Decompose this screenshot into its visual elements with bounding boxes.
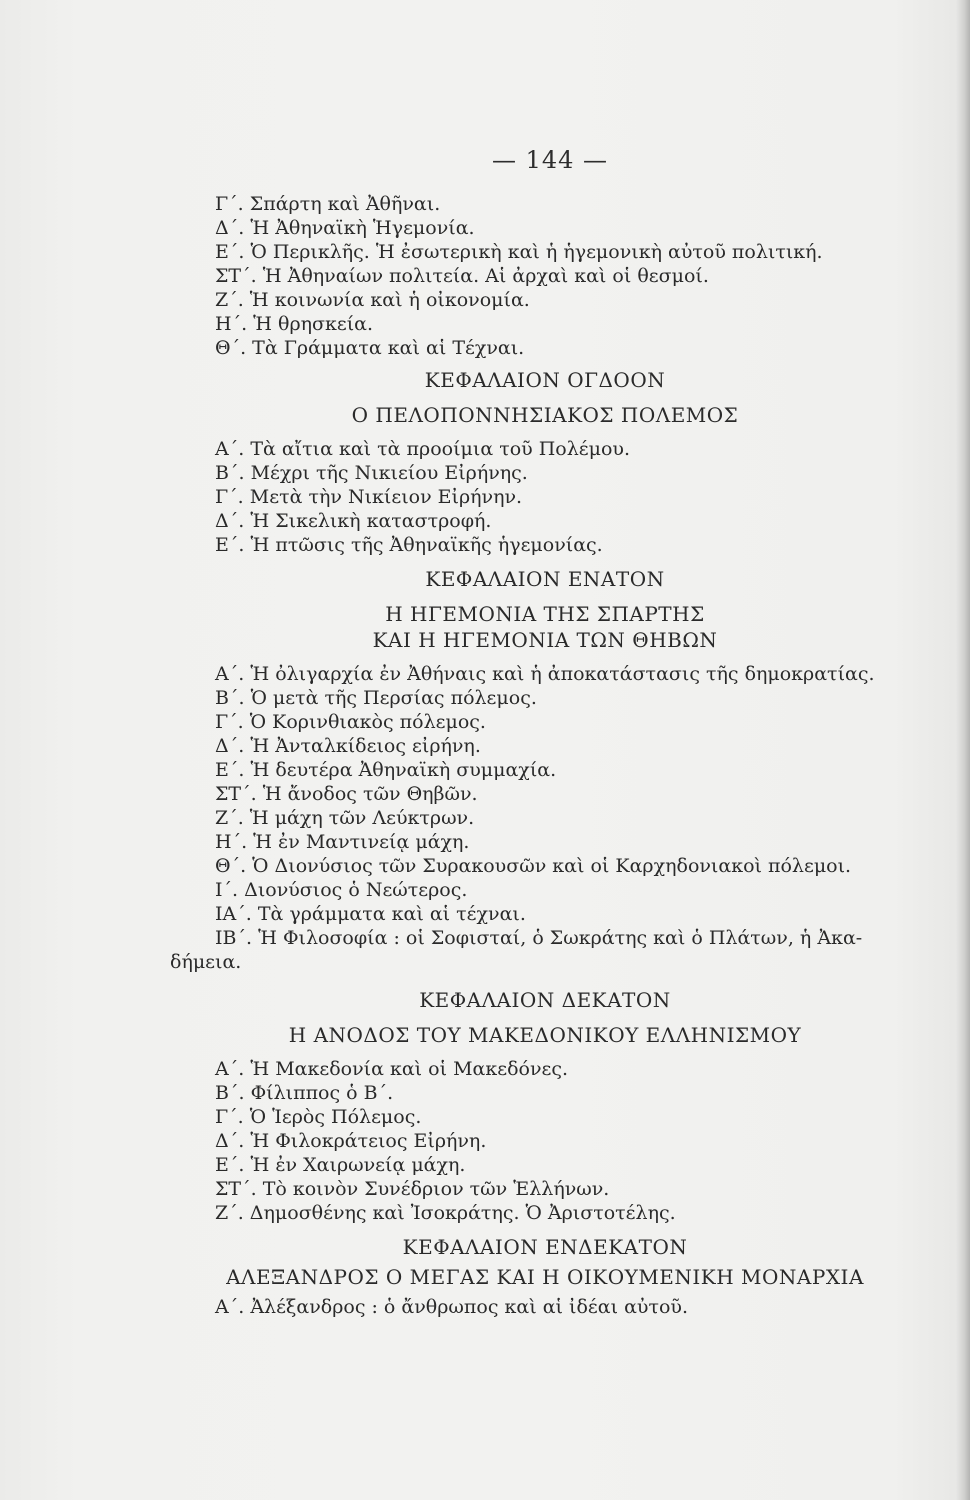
table-of-contents: [165, 192, 925, 1319]
list-item: Α΄. Ἡ ὀλιγαρχία ἐν Ἀθήναις καὶ ἡ ἀποκατάστασις τῆς δημοκρατίας.: [215, 663, 875, 685]
list-item: Η΄. Ἡ ἐν Μαντινείᾳ μάχη.: [215, 831, 470, 853]
chapter-8-heading: ΚΕΦΑΛΑΙΟΝ ΟΓΔΟΟΝ: [424, 368, 666, 392]
list-item-wrapped: ΙΒ΄. Ἡ Φιλοσοφία : οἱ Σοφισταί, ὁ Σωκράτης καὶ ὁ Πλάτων, ἡ Ἀκα-: [215, 927, 863, 949]
list-item: Δ΄. Ἡ Φιλοκράτειος Εἰρήνη.: [215, 1130, 487, 1152]
chapter-8-section: [165, 368, 925, 557]
list-item: Γ΄. Ὁ Ἱερὸς Πόλεμος.: [215, 1106, 422, 1128]
list-item: ΣΤ΄. Ἡ Ἀθηναίων πολιτεία. Αἱ ἀρχαὶ καὶ οἱ θεσμοί.: [215, 265, 709, 287]
chapter-10-title: Η ΑΝΟΔΟΣ ΤΟΥ ΜΑΚΕΔΟΝΙΚΟΥ ΕΛΛΗΝΙΣΜΟΥ: [288, 1023, 802, 1047]
list-item: Ε΄. Ὁ Περικλῆς. Ἡ ἐσωτερικὴ καὶ ἡ ἡγεμονικὴ αὐτοῦ πολιτική.: [215, 241, 823, 263]
list-item: Α΄. Τὰ αἴτια καὶ τὰ προοίμια τοῦ Πολέμου.: [215, 438, 631, 460]
list-item: ΣΤ΄. Ἡ ἄνοδος τῶν Θηβῶν.: [215, 783, 478, 805]
list-item: Δ΄. Ἡ Σικελικὴ καταστροφή.: [215, 510, 492, 532]
list-item: Β΄. Ὁ μετὰ τῆς Περσίας πόλεμος.: [215, 687, 537, 709]
list-item: Ι΄. Διονύσιος ὁ Νεώτερος.: [215, 879, 468, 901]
chapter-11-section: [165, 1235, 925, 1319]
list-item: Ε΄. Ἡ δευτέρα Ἀθηναϊκὴ συμμαχία.: [215, 759, 557, 781]
list-item: Γ΄. Σπάρτη καὶ Ἀθῆναι.: [215, 193, 441, 215]
list-item: Ζ΄. Δημοσθένης καὶ Ἰσοκράτης. Ὁ Ἀριστοτέλης.: [215, 1202, 676, 1224]
list-item: Γ΄. Ὁ Κορινθιακὸς πόλεμος.: [215, 711, 486, 733]
list-item: Α΄. Ἡ Μακεδονία καὶ οἱ Μακεδόνες.: [215, 1058, 569, 1080]
chapter-9-section: [165, 567, 925, 974]
list-item: Ε΄. Ἡ ἐν Χαιρωνείᾳ μάχη.: [215, 1154, 466, 1176]
list-item: ΣΤ΄. Τὸ κοινὸν Συνέδριον τῶν Ἑλλήνων.: [215, 1178, 610, 1200]
list-item: Ζ΄. Ἡ μάχη τῶν Λεύκτρων.: [215, 807, 475, 829]
list-item: Δ΄. Ἡ Ἀθηναϊκὴ Ἡγεμονία.: [215, 217, 475, 239]
list-item: Β΄. Φίλιππος ὁ Β΄.: [215, 1082, 394, 1104]
page-edge-shadow: [956, 0, 970, 1500]
list-item: Θ΄. Ὁ Διονύσιος τῶν Συρακουσῶν καὶ οἱ Καρχηδονιακοὶ πόλεμοι.: [215, 855, 852, 877]
list-item: Ζ΄. Ἡ κοινωνία καὶ ἡ οἰκονομία.: [215, 289, 530, 311]
list-item: Ε΄. Ἡ πτῶσις τῆς Ἀθηναϊκῆς ἡγεμονίας.: [215, 534, 603, 556]
list-item: Α΄. Ἀλέξανδρος : ὁ ἄνθρωπος καὶ αἱ ἰδέαι αὐτοῦ.: [215, 1296, 688, 1318]
chapter-10-heading: ΚΕΦΑΛΑΙΟΝ ΔΕΚΑΤΟΝ: [419, 988, 671, 1012]
chapter-9-title-line1: Η ΗΓΕΜΟΝΙΑ ΤΗΣ ΣΠΑΡΤΗΣ: [385, 602, 705, 626]
list-item: Β΄. Μέχρι τῆς Νικιείου Εἰρήνης.: [215, 462, 528, 484]
chapter-8-title: Ο ΠΕΛΟΠΟΝΝΗΣΙΑΚΟΣ ΠΟΛΕΜΟΣ: [351, 403, 739, 427]
chapter-9-title-line2: ΚΑΙ Η ΗΓΕΜΟΝΙΑ ΤΩΝ ΘΗΒΩΝ: [372, 628, 718, 652]
list-item: ΙΑ΄. Τὰ γράμματα καὶ αἱ τέχναι.: [215, 903, 526, 925]
chapter-11-title: ΑΛΕΞΑΝΔΡΟΣ Ο ΜΕΓΑΣ ΚΑΙ Η ΟΙΚΟΥΜΕΝΙΚΗ ΜΟΝΑΡΧΙΑ: [226, 1265, 864, 1289]
page-number: — 144 —: [491, 146, 609, 174]
chapter-10-section: [165, 988, 925, 1225]
list-item: Δ΄. Ἡ Ἀνταλκίδειος εἰρήνη.: [215, 735, 481, 757]
list-item-continuation: δήμεια.: [170, 951, 242, 973]
chapter-9-heading: ΚΕΦΑΛΑΙΟΝ ΕΝΑΤΟΝ: [425, 567, 665, 591]
intro-list: [165, 192, 925, 360]
list-item: Η΄. Ἡ θρησκεία.: [215, 313, 374, 335]
list-item: Γ΄. Μετὰ τὴν Νικίειον Εἰρήνην.: [215, 486, 523, 508]
list-item: Θ΄. Τὰ Γράμματα καὶ αἱ Τέχναι.: [215, 337, 525, 359]
chapter-11-heading: ΚΕΦΑΛΑΙΟΝ ΕΝΔΕΚΑΤΟΝ: [402, 1235, 688, 1259]
